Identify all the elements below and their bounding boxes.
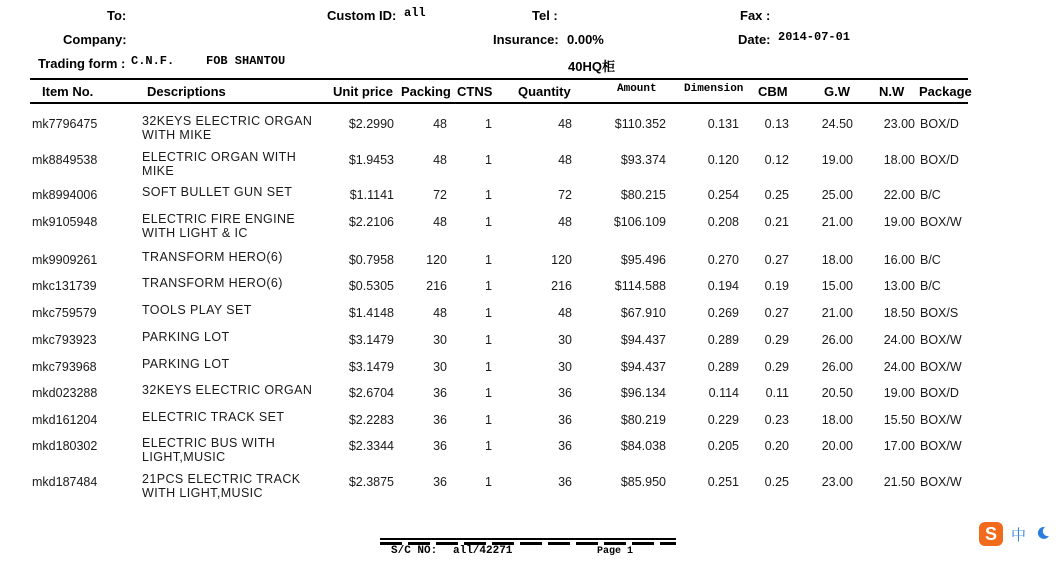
cell-ctns: 1 — [485, 117, 492, 131]
cell-dimension: 0.251 — [707, 475, 739, 489]
cell-packing: 36 — [433, 439, 447, 453]
cell-packing: 36 — [433, 413, 447, 427]
cell-cbm: 0.25 — [764, 188, 789, 202]
cell-package: BOX/S — [920, 306, 959, 320]
insurance-value: 0.00% — [567, 32, 604, 47]
cell-ctns: 1 — [485, 439, 492, 453]
cell-amount: $80.219 — [620, 413, 666, 427]
cell-unit-price: $3.1479 — [348, 333, 394, 347]
company-label: Company: — [63, 32, 127, 47]
cell-packing: 48 — [433, 153, 447, 167]
cell-quantity: 30 — [558, 360, 572, 374]
cell-packing: 36 — [433, 386, 447, 400]
cell-nw: 13.00 — [883, 279, 915, 293]
cell-description: ELECTRIC FIRE ENGINE WITH LIGHT & IC — [142, 212, 296, 240]
cell-description: PARKING LOT — [142, 330, 230, 344]
cell-item-no: mkd023288 — [32, 386, 98, 400]
cell-amount: $94.437 — [620, 360, 666, 374]
cell-quantity: 48 — [558, 153, 572, 167]
cell-nw: 24.00 — [883, 360, 915, 374]
cell-nw: 15.50 — [883, 413, 915, 427]
cell-item-no: mk8849538 — [32, 153, 98, 167]
cell-ctns: 1 — [485, 253, 492, 267]
cell-unit-price: $2.2990 — [348, 117, 394, 131]
cell-cbm: 0.20 — [764, 439, 789, 453]
cell-cbm: 0.27 — [764, 253, 789, 267]
cell-unit-price: $2.3875 — [348, 475, 394, 489]
fax-label: Fax : — [740, 8, 771, 23]
cell-nw: 23.00 — [883, 117, 915, 131]
cell-unit-price: $1.1141 — [349, 188, 394, 202]
cell-unit-price: $2.2283 — [348, 413, 394, 427]
cell-nw: 18.50 — [883, 306, 915, 320]
cell-package: BOX/D — [920, 153, 959, 167]
cell-quantity: 36 — [558, 413, 572, 427]
cell-item-no: mk9105948 — [32, 215, 98, 229]
cell-amount: $85.950 — [620, 475, 666, 489]
cell-amount: $94.437 — [620, 333, 666, 347]
cell-gw: 18.00 — [821, 253, 853, 267]
cell-package: B/C — [920, 279, 941, 293]
cell-quantity: 48 — [558, 306, 572, 320]
cell-dimension: 0.114 — [708, 386, 739, 400]
cell-package: BOX/W — [920, 413, 962, 427]
cell-quantity: 36 — [558, 439, 572, 453]
cell-ctns: 1 — [485, 360, 492, 374]
cell-cbm: 0.13 — [764, 117, 789, 131]
cell-unit-price: $2.3344 — [348, 439, 394, 453]
cell-cbm: 0.29 — [764, 360, 789, 374]
cell-packing: 216 — [426, 279, 447, 293]
cell-cbm: 0.27 — [764, 306, 789, 320]
cell-dimension: 0.254 — [707, 188, 739, 202]
cell-package: BOX/W — [920, 439, 962, 453]
insurance-label: Insurance: — [493, 32, 559, 47]
cell-unit-price: $1.4148 — [348, 306, 394, 320]
cell-item-no: mkd161204 — [32, 413, 98, 427]
cell-gw: 23.00 — [821, 475, 853, 489]
cell-dimension: 0.131 — [707, 117, 739, 131]
cell-package: BOX/W — [920, 215, 962, 229]
cell-gw: 19.00 — [821, 153, 853, 167]
cell-ctns: 1 — [485, 153, 492, 167]
cell-quantity: 36 — [558, 386, 572, 400]
cell-nw: 22.00 — [883, 188, 915, 202]
cell-quantity: 48 — [558, 117, 572, 131]
cell-item-no: mkc131739 — [32, 279, 97, 293]
cell-description: 32KEYS ELECTRIC ORGAN WITH MIKE — [142, 114, 313, 142]
tel-label: Tel : — [532, 8, 558, 23]
cell-unit-price: $0.5305 — [348, 279, 394, 293]
col-quantity: Quantity — [518, 84, 571, 99]
cell-packing: 48 — [433, 215, 447, 229]
cell-ctns: 1 — [485, 333, 492, 347]
cell-gw: 25.00 — [821, 188, 853, 202]
cell-ctns: 1 — [485, 279, 492, 293]
cell-ctns: 1 — [485, 306, 492, 320]
cell-cbm: 0.23 — [764, 413, 789, 427]
cell-dimension: 0.269 — [707, 306, 739, 320]
cell-item-no: mkc759579 — [32, 306, 97, 320]
cell-description: 21PCS ELECTRIC TRACK WITH LIGHT,MUSIC — [142, 472, 301, 500]
cell-ctns: 1 — [485, 386, 492, 400]
cell-quantity: 72 — [558, 188, 572, 202]
col-dimension: Dimension — [684, 83, 744, 95]
col-nw: N.W — [879, 84, 905, 99]
cell-nw: 18.00 — [883, 153, 915, 167]
cell-package: BOX/W — [920, 475, 962, 489]
cell-unit-price: $2.2106 — [348, 215, 394, 229]
cell-nw: 19.00 — [883, 386, 915, 400]
cell-amount: $96.134 — [620, 386, 666, 400]
col-item-no: Item No. — [42, 84, 94, 99]
cell-unit-price: $2.6704 — [348, 386, 394, 400]
moon-icon[interactable] — [1035, 525, 1051, 546]
cell-cbm: 0.29 — [764, 333, 789, 347]
ime-language-toggle[interactable]: 中 — [1011, 526, 1027, 544]
cell-packing: 30 — [433, 333, 447, 347]
cell-item-no: mk7796475 — [32, 117, 98, 131]
cell-gw: 21.00 — [821, 306, 853, 320]
cell-packing: 48 — [433, 117, 447, 131]
cell-gw: 18.00 — [821, 413, 853, 427]
to-label: To: — [107, 8, 127, 23]
cell-cbm: 0.21 — [764, 215, 789, 229]
date-value: 2014-07-01 — [778, 30, 851, 44]
cell-packing: 120 — [426, 253, 447, 267]
cell-ctns: 1 — [485, 475, 492, 489]
cell-cbm: 0.11 — [765, 386, 789, 400]
col-packing: Packing — [401, 84, 451, 99]
sogou-logo-icon[interactable]: S — [979, 522, 1003, 546]
cell-item-no: mk8994006 — [32, 188, 98, 202]
cell-description: TOOLS PLAY SET — [142, 303, 252, 317]
cell-dimension: 0.270 — [707, 253, 739, 267]
cell-gw: 20.00 — [821, 439, 853, 453]
cell-item-no: mk9909261 — [32, 253, 98, 267]
date-label: Date: — [738, 32, 771, 47]
cell-description: ELECTRIC TRACK SET — [142, 410, 285, 424]
custom-id-value: all — [404, 6, 426, 20]
trading-form-value: C.N.F. — [131, 54, 175, 68]
cell-quantity: 48 — [558, 215, 572, 229]
cell-description: TRANSFORM HERO(6) — [142, 276, 283, 290]
cell-cbm: 0.19 — [764, 279, 789, 293]
cell-quantity: 36 — [558, 475, 572, 489]
col-descriptions: Descriptions — [147, 84, 226, 99]
cell-nw: 24.00 — [883, 333, 915, 347]
cell-gw: 26.00 — [821, 360, 853, 374]
ime-indicator[interactable] — [978, 522, 1058, 546]
cell-amount: $93.374 — [620, 153, 666, 167]
cell-nw: 19.00 — [883, 215, 915, 229]
cell-quantity: 216 — [551, 279, 572, 293]
cell-package: BOX/D — [920, 117, 959, 131]
cell-item-no: mkc793968 — [32, 360, 97, 374]
cell-gw: 20.50 — [821, 386, 853, 400]
cell-nw: 17.00 — [883, 439, 915, 453]
cell-packing: 36 — [433, 475, 447, 489]
cell-dimension: 0.229 — [707, 413, 739, 427]
col-package: Package — [919, 84, 972, 99]
cell-item-no: mkd180302 — [32, 439, 98, 453]
cell-dimension: 0.205 — [707, 439, 739, 453]
cell-description: 32KEYS ELECTRIC ORGAN — [142, 383, 313, 397]
cell-amount: $114.588 — [614, 279, 666, 293]
cell-unit-price: $0.7958 — [348, 253, 394, 267]
cell-amount: $80.215 — [620, 188, 666, 202]
cell-ctns: 1 — [485, 215, 492, 229]
col-unit-price: Unit price — [333, 84, 393, 99]
cell-dimension: 0.194 — [707, 279, 739, 293]
cell-cbm: 0.12 — [764, 153, 789, 167]
cell-amount: $106.109 — [613, 215, 666, 229]
col-cbm: CBM — [758, 84, 788, 99]
cell-item-no: mkd187484 — [32, 475, 98, 489]
cell-dimension: 0.120 — [707, 153, 739, 167]
trading-form-label: Trading form : — [38, 56, 126, 71]
col-gw: G.W — [824, 84, 850, 99]
fob-value: FOB SHANTOU — [206, 54, 286, 68]
cell-unit-price: $3.1479 — [348, 360, 394, 374]
cell-package: BOX/D — [920, 386, 959, 400]
footer-rule-top — [380, 538, 676, 540]
cell-amount: $95.496 — [620, 253, 666, 267]
cell-packing: 48 — [433, 306, 447, 320]
cell-description: ELECTRIC ORGAN WITH MIKE — [142, 150, 297, 178]
cell-amount: $84.038 — [620, 439, 666, 453]
cell-amount: $110.352 — [614, 117, 666, 131]
cell-nw: 21.50 — [883, 475, 915, 489]
cell-dimension: 0.208 — [707, 215, 739, 229]
cell-description: PARKING LOT — [142, 357, 230, 371]
cell-description: ELECTRIC BUS WITH LIGHT,MUSIC — [142, 436, 276, 464]
cell-gw: 26.00 — [821, 333, 853, 347]
cell-gw: 15.00 — [821, 279, 853, 293]
cell-packing: 30 — [433, 360, 447, 374]
cell-quantity: 120 — [551, 253, 572, 267]
cell-package: BOX/W — [920, 333, 962, 347]
cell-ctns: 1 — [485, 413, 492, 427]
cell-gw: 24.50 — [821, 117, 853, 131]
cell-package: BOX/W — [920, 360, 962, 374]
col-amount: Amount — [617, 83, 657, 95]
cell-description: TRANSFORM HERO(6) — [142, 250, 283, 264]
cell-nw: 16.00 — [883, 253, 915, 267]
cell-package: B/C — [920, 253, 941, 267]
cell-packing: 72 — [433, 188, 447, 202]
cell-dimension: 0.289 — [707, 360, 739, 374]
cell-gw: 21.00 — [821, 215, 853, 229]
container-value: 40HQ柜 — [568, 59, 615, 74]
page-number: Page 1 — [597, 546, 634, 557]
cell-description: SOFT BULLET GUN SET — [142, 185, 293, 199]
cell-item-no: mkc793923 — [32, 333, 97, 347]
cell-ctns: 1 — [485, 188, 492, 202]
cell-package: B/C — [920, 188, 941, 202]
col-ctns: CTNS — [457, 84, 493, 99]
cell-unit-price: $1.9453 — [348, 153, 394, 167]
cell-dimension: 0.289 — [707, 333, 739, 347]
cell-cbm: 0.25 — [764, 475, 789, 489]
cell-amount: $67.910 — [620, 306, 666, 320]
cell-quantity: 30 — [558, 333, 572, 347]
custom-id-label: Custom ID: — [327, 8, 397, 23]
sc-value: all/42271 — [453, 545, 513, 557]
sc-label: S/C NO: — [391, 545, 438, 557]
